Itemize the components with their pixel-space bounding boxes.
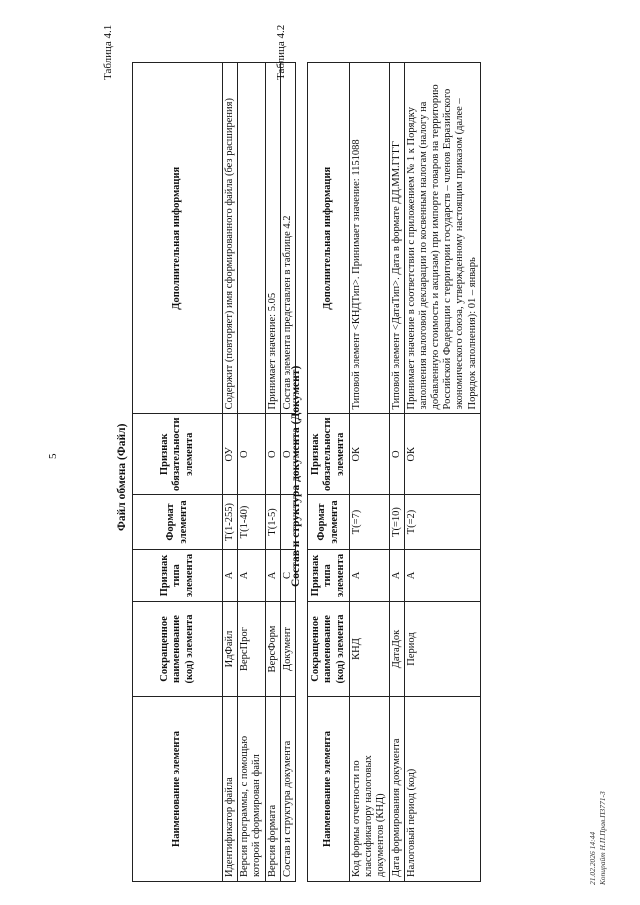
cell-format: T(1-40) (238, 495, 265, 550)
document-structure-table (307, 62, 481, 882)
cell-code: ИдФайл (223, 602, 238, 697)
table-row (265, 63, 280, 882)
col-header-required: Признак обязательности элемента (308, 414, 350, 495)
cell-code: Документ (280, 602, 295, 697)
cell-info: Типовой элемент <КНДТип>. Принимает значение: 1151088 (350, 63, 390, 414)
cell-type: А (350, 550, 390, 602)
footer-timestamp: 21.02.2026 14:44 (588, 831, 597, 885)
cell-required: О (265, 414, 280, 495)
cell-type: А (389, 550, 404, 602)
table-row (404, 63, 480, 882)
col-header-type: Признак типа элемента (308, 550, 350, 602)
col-header-info: Дополнительная информация (308, 63, 350, 414)
file-exchange-table (132, 62, 296, 882)
col-header-format: Формат элемента (308, 495, 350, 550)
cell-info: Содержит (повторяет) имя сформированного файла (без расширения) (223, 63, 238, 414)
cell-type: С (280, 550, 295, 602)
col-header-code: Сокращенное наименование (код) элемента (133, 602, 223, 697)
cell-info: Принимает значение в соответствии с приложением № 1 к Порядку заполнения налоговой декларации по косвенным налогам (налогу на добавленную стоимость и акцизам) при импорте товаров на территорию Российской Федерации с территории государств – членов Евразийского экономического союза, утвержденному настоящим приказом (далее – Порядок заполнения): 01 – январь (404, 63, 480, 414)
cell-code: ДатаДок (389, 602, 404, 697)
cell-type: А (238, 550, 265, 602)
table2-caption: Таблица 4.2 (275, 24, 287, 80)
cell-info: Состав элемента представлен в таблице 4.2 (280, 63, 295, 414)
cell-code: ВерсФорм (265, 602, 280, 697)
cell-format: T(=10) (389, 495, 404, 550)
page-number: 5 (47, 453, 59, 459)
footer-note: Копирайт Н.П.Прав.П3771-3 (597, 791, 607, 885)
cell-format: T(1-5) (265, 495, 280, 550)
col-header-type: Признак типа элемента (133, 550, 223, 602)
cell-name: Версия программы, с помощью которой сформирован файл (238, 697, 265, 882)
table-header-row (308, 63, 350, 882)
cell-type: А (404, 550, 480, 602)
table-row (238, 63, 265, 882)
col-header-code: Сокращенное наименование (код) элемента (308, 602, 350, 697)
table1-title: Файл обмена (Файл) (116, 423, 128, 531)
cell-format: T(1-255) (223, 495, 238, 550)
cell-name: Состав и структура документа (280, 697, 295, 882)
cell-required: О (280, 414, 295, 495)
col-header-format: Формат элемента (133, 495, 223, 550)
col-header-name: Наименование элемента (308, 697, 350, 882)
cell-format: T(=7) (350, 495, 390, 550)
cell-info (238, 63, 265, 414)
cell-name: Дата формирования документа (389, 697, 404, 882)
cell-required: О (389, 414, 404, 495)
cell-code: Период (404, 602, 480, 697)
col-header-name: Наименование элемента (133, 697, 223, 882)
table-row (223, 63, 238, 882)
table-row (389, 63, 404, 882)
cell-name: Идентификатор файла (223, 697, 238, 882)
table-header-row (133, 63, 223, 882)
print-footer (588, 791, 608, 885)
cell-name: Налоговый период (код) (404, 697, 480, 882)
cell-required: ОК (350, 414, 390, 495)
cell-required: О (238, 414, 265, 495)
cell-info: Принимает значение: 5.05 (265, 63, 280, 414)
col-header-required: Признак обязательности элемента (133, 414, 223, 495)
cell-info: Типовой элемент <ДатаТип>. Дата в формате ДД.ММ.ГГГГ (389, 63, 404, 414)
cell-required: ОК (404, 414, 480, 495)
cell-code: КНД (350, 602, 390, 697)
table2-title: Состав и структура документа (Документ) (290, 365, 302, 587)
cell-type: А (223, 550, 238, 602)
cell-format: T(=2) (404, 495, 480, 550)
cell-code: ВерсПрог (238, 602, 265, 697)
col-header-info: Дополнительная информация (133, 63, 223, 414)
cell-type: А (265, 550, 280, 602)
table-row (350, 63, 390, 882)
cell-required: ОУ (223, 414, 238, 495)
table1-caption: Таблица 4.1 (102, 24, 114, 80)
cell-name: Код формы отчетности по классификатору налоговых документов (КНД) (350, 697, 390, 882)
cell-name: Версия формата (265, 697, 280, 882)
